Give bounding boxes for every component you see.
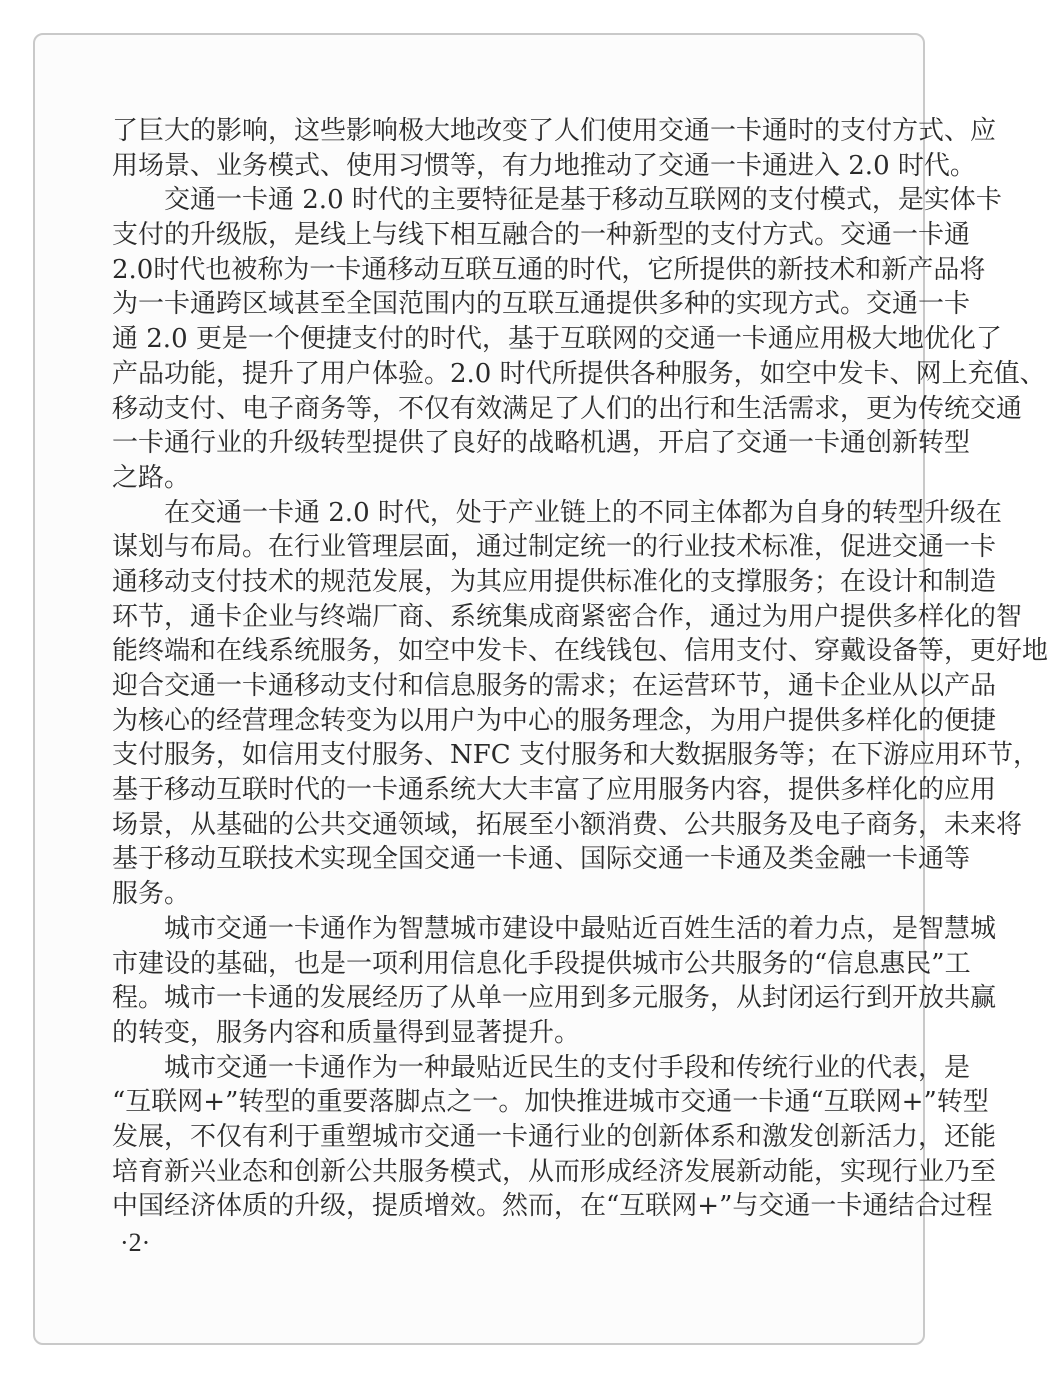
text-line: 用场景、业务模式、使用习惯等，有力地推动了交通一卡通进入 2.0 时代。 [112,150,976,181]
body-text [112,114,1048,1224]
text-line: 了巨大的影响，这些影响极大地改变了人们使用交通一卡通时的支付方式、应 [112,116,997,146]
text-line: 基于移动互联时代的一卡通系统大大丰富了应用服务内容，提供多样化的应用 [112,775,997,806]
text-line: 移动支付、电子商务等，不仅有效满足了人们的出行和生活需求，更为传统交通 [112,393,1023,424]
text-line: 能终端和在线系统服务，如空中发卡、在线钱包、信用支付、穿戴设备等，更好地 [112,636,1048,667]
text-line: 迎合交通一卡通移动支付和信息服务的需求；在运营环节，通卡企业从以产品 [112,671,997,701]
text-line: 支付的升级版，是线上与线下相互融合的一种新型的支付方式。交通一卡通 [112,220,971,251]
text-line: 通移动支付技术的规范发展，为其应用提供标准化的支撑服务；在设计和制造 [112,566,997,597]
text-line: 城市交通一卡通作为智慧城市建设中最贴近百姓生活的着力点，是智慧城 [164,913,997,944]
text-line: 通 2.0 更是一个便捷支付的时代，基于互联网的交通一卡通应用极大地优化了 [112,324,1002,355]
text-line: 的转变，服务内容和质量得到显著提升。 [112,1017,581,1048]
text-line: 为核心的经营理念转变为以用户为中心的服务理念，为用户提供多样化的便捷 [112,705,997,736]
text-line: 发展，不仅有利于重塑城市交通一卡通行业的创新体系和激发创新活力，还能 [112,1121,997,1152]
paragraph [112,912,997,1051]
text-line: 培育新兴业态和创新公共服务模式，从而形成经济发展新动能，实现行业乃至 [112,1156,997,1187]
text-line: 市建设的基础，也是一项利用信息化手段提供城市公共服务的“信息惠民”工 [112,948,971,979]
text-line: 基于移动互联技术实现全国交通一卡通、国际交通一卡通及类金融一卡通等 [112,844,971,875]
text-line: 程。城市一卡通的发展经历了从单一应用到多元服务，从封闭运行到开放共赢 [112,983,997,1014]
text-line: 产品功能，提升了用户体验。2.0 时代所提供各种服务，如空中发卡、网上充值、 [112,358,1046,389]
text-line: 之路。 [112,462,191,493]
paragraph [112,114,997,183]
text-line: 服务。 [112,879,191,910]
text-line: 为一卡通跨区域甚至全国范围内的互联互通提供多种的实现方式。交通一卡 [112,289,971,320]
text-line: 中国经济体质的升级，提质增效。然而，在“互联网+”与交通一卡通结合过程 [112,1191,993,1222]
text-line: 场景，从基础的公共交通领域，拓展至小额消费、公共服务及电子商务，未来将 [112,809,1023,840]
text-line: 一卡通行业的升级转型提供了良好的战略机遇，开启了交通一卡通创新转型 [112,428,971,459]
paragraph [112,1051,997,1224]
paragraph [112,496,1048,912]
text-line: 支付服务，如信用支付服务、NFC 支付服务和大数据服务等；在下游应用环节， [112,740,1039,771]
text-line: 在交通一卡通 2.0 时代，处于产业链上的不同主体都为自身的转型升级在 [164,497,1002,528]
text-line: 环节，通卡企业与终端厂商、系统集成商紧密合作，通过为用户提供多样化的智 [112,601,1023,632]
text-line: 谋划与布局。在行业管理层面，通过制定统一的行业技术标准，促进交通一卡 [112,532,997,563]
text-line: 城市交通一卡通作为一种最贴近民生的支付手段和传统行业的代表，是 [164,1052,971,1083]
paragraph [112,183,1046,495]
page-number: ·2· [120,1228,151,1257]
text-line: “互联网+”转型的重要落脚点之一。加快推进城市交通一卡通“互联网+”转型 [112,1087,989,1118]
text-line: 交通一卡通 2.0 时代的主要特征是基于移动互联网的支付模式，是实体卡 [164,185,1002,216]
text-line: 2.0时代也被称为一卡通移动互联互通的时代，它所提供的新技术和新产品将 [112,254,986,285]
